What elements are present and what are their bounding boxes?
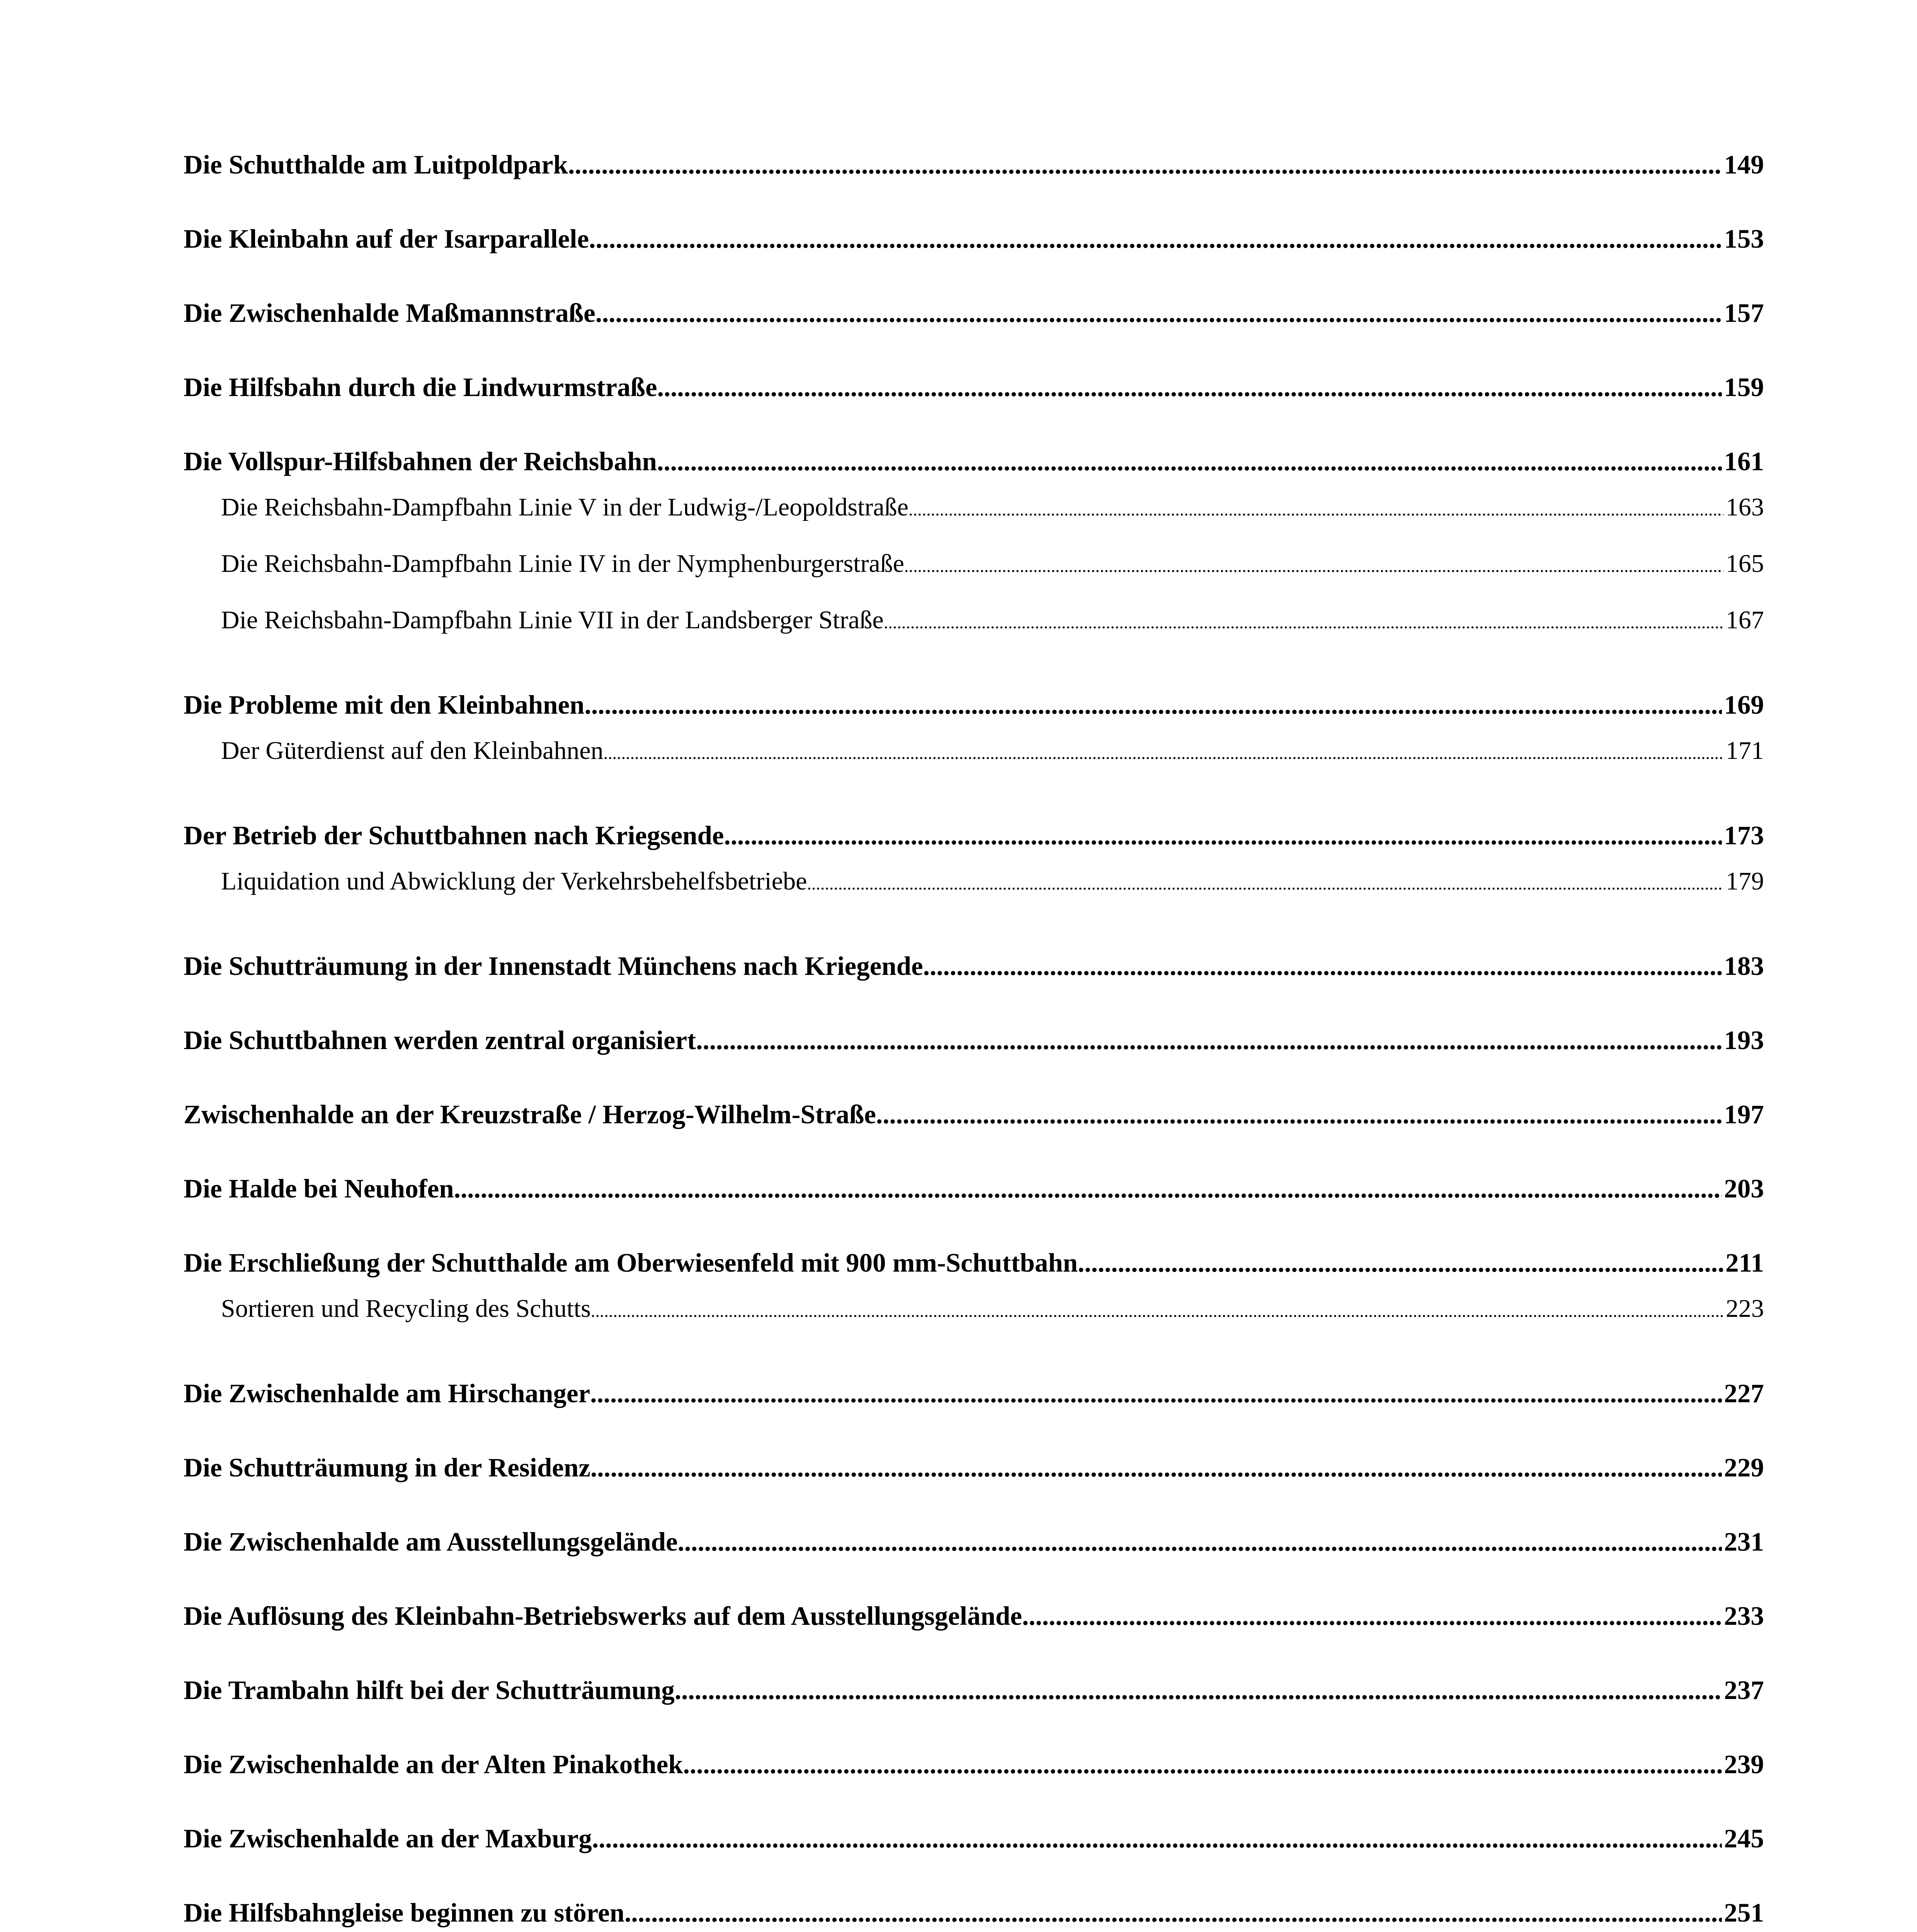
dot-leader [675,1672,1722,1708]
toc-entry-title: Die Reichsbahn-Dampfbahn Linie V in der Ludwig-/Leopoldstraße [221,493,909,521]
toc-entry-title: Der Güterdienst auf den Kleinbahnen [221,736,604,765]
toc-chapter-entry[interactable] [184,1672,1764,1708]
toc-chapter-entry[interactable] [184,295,1764,331]
toc-entry-title: Die Zwischenhalde am Ausstellungsgelände [184,1527,678,1556]
toc-entry-title: Die Erschließung der Schutthalde am Oberwiesenfeld mit 900 mm-Schuttbahn [184,1248,1078,1277]
toc-entry-title: Die Zwischenhalde an der Maxburg [184,1824,592,1853]
dot-leader [657,444,1721,479]
dot-leader [884,594,1723,651]
toc-entry-page: 159 [1724,372,1764,402]
toc-entry-title: Die Zwischenhalde am Hirschanger [184,1379,590,1408]
toc-chapter-entry[interactable] [184,948,1764,984]
dot-leader [590,1450,1722,1485]
toc-entry-page: 203 [1724,1174,1764,1203]
toc-entry-title: Die Zwischenhalde an der Alten Pinakothek [184,1750,683,1779]
toc-chapter-entry[interactable] [184,444,1764,479]
toc-entry-title: Die Zwischenhalde Maßmannstraße [184,298,595,328]
dot-leader [923,948,1722,984]
toc-entry-title: Die Kleinbahn auf der Isarparallele [184,224,589,253]
dot-leader [876,1097,1722,1132]
toc-chapter-entry[interactable] [184,1895,1764,1930]
toc-chapter-entry[interactable] [184,1450,1764,1485]
toc-entry-page: 237 [1724,1675,1764,1705]
toc-entry-title: Sortieren und Recycling des Schutts [221,1294,591,1323]
toc-entry-page: 173 [1724,821,1764,850]
toc-entry-title: Liquidation und Abwicklung der Verkehrsbehelfsbetriebe [221,867,807,895]
toc-section-entry[interactable] [184,1281,1764,1337]
toc-chapter-entry[interactable] [184,369,1764,405]
toc-entry-title: Die Reichsbahn-Dampfbahn Linie VII in der Landsberger Straße [221,606,884,634]
toc-entry-page: 167 [1726,606,1764,634]
toc-entry-page: 231 [1724,1527,1764,1556]
toc-entry-title: Die Schutträumung in der Innenstadt Münchens nach Kriegende [184,951,923,981]
toc-entry-page: 169 [1724,690,1764,719]
toc-section-entry[interactable] [184,592,1764,648]
dot-leader [696,1022,1721,1058]
dot-leader [904,538,1723,594]
dot-leader [724,818,1722,853]
toc-entry-title: Zwischenhalde an der Kreuzstraße / Herzog-Wilhelm-Straße [184,1100,876,1129]
toc-entry-page: 197 [1724,1100,1764,1129]
toc-section-entry[interactable] [184,479,1764,536]
dot-leader [1078,1245,1723,1281]
toc-entry-page: 171 [1726,736,1764,765]
toc-chapter-entry[interactable] [184,1022,1764,1058]
toc-entry-page: 229 [1724,1453,1764,1482]
toc-chapter-entry[interactable] [184,221,1764,257]
toc-chapter-entry[interactable] [184,1747,1764,1782]
toc-entry-title: Die Probleme mit den Kleinbahnen [184,690,585,719]
dot-leader [1022,1598,1722,1634]
toc-entry-page: 153 [1724,224,1764,253]
dot-leader [589,221,1721,257]
toc-entry-title: Die Hilfsbahn durch die Lindwurmstraße [184,372,657,402]
toc-entry-page: 183 [1724,951,1764,981]
toc-chapter-entry[interactable] [184,147,1764,182]
dot-leader [657,369,1722,405]
toc-entry-title: Die Reichsbahn-Dampfbahn Linie IV in der Nymphenburgerstraße [221,549,905,578]
dot-leader [683,1747,1722,1782]
toc-section-entry[interactable] [184,723,1764,779]
toc-entry-title: Der Betrieb der Schuttbahnen nach Kriegsende [184,821,724,850]
toc-chapter-entry[interactable] [184,1097,1764,1132]
toc-chapter-entry[interactable] [184,1245,1764,1281]
toc-entry-title: Die Vollspur-Hilfsbahnen der Reichsbahn [184,447,657,476]
toc-entry-title: Die Auflösung des Kleinbahn-Betriebswerks auf dem Ausstellungsgelände [184,1601,1022,1631]
dot-leader [624,1895,1721,1930]
toc-chapter-entry[interactable] [184,818,1764,853]
toc-entry-page: 161 [1724,447,1764,476]
dot-leader [592,1821,1722,1856]
toc-section-entry[interactable] [184,536,1764,592]
toc-chapter-entry[interactable] [184,1598,1764,1634]
toc-entry-page: 211 [1725,1248,1764,1277]
toc-chapter-entry[interactable] [184,1821,1764,1856]
toc-entry-title: Die Schuttbahnen werden zentral organisiert [184,1026,696,1055]
toc-entry-page: 245 [1724,1824,1764,1853]
toc-entry-title: Die Schutträumung in der Residenz [184,1453,590,1482]
toc-section-entry[interactable] [184,853,1764,910]
dot-leader [585,687,1722,723]
toc-entry-title: Die Hilfsbahngleise beginnen zu stören [184,1898,625,1927]
toc-entry-page: 163 [1726,493,1764,521]
toc-entry-page: 233 [1724,1601,1764,1631]
toc-entry-title: Die Halde bei Neuhofen [184,1174,454,1203]
toc-entry-page: 165 [1726,549,1764,578]
toc-entry-page: 239 [1724,1750,1764,1779]
toc-entry-title: Die Trambahn hilft bei der Schutträumung [184,1675,675,1705]
dot-leader [807,855,1723,912]
dot-leader [591,1283,1723,1339]
toc-entry-page: 251 [1724,1898,1764,1927]
dot-leader [454,1171,1722,1206]
toc-chapter-entry[interactable] [184,687,1764,723]
toc-entry-page: 179 [1726,867,1764,895]
toc-entry-page: 223 [1726,1294,1764,1323]
dot-leader [590,1376,1721,1411]
toc-chapter-entry[interactable] [184,1524,1764,1560]
toc-entry-page: 157 [1724,298,1764,328]
toc-chapter-entry[interactable] [184,1376,1764,1411]
dot-leader [908,481,1723,538]
dot-leader [595,295,1722,331]
toc-entry-page: 149 [1724,150,1764,179]
toc-entry-page: 193 [1724,1026,1764,1055]
toc-entry-page: 227 [1724,1379,1764,1408]
dot-leader [604,725,1723,781]
table-of-contents [184,147,1764,1932]
toc-entry-title: Die Schutthalde am Luitpoldpark [184,150,568,179]
toc-chapter-entry[interactable] [184,1171,1764,1206]
dot-leader [568,147,1722,182]
dot-leader [678,1524,1722,1560]
